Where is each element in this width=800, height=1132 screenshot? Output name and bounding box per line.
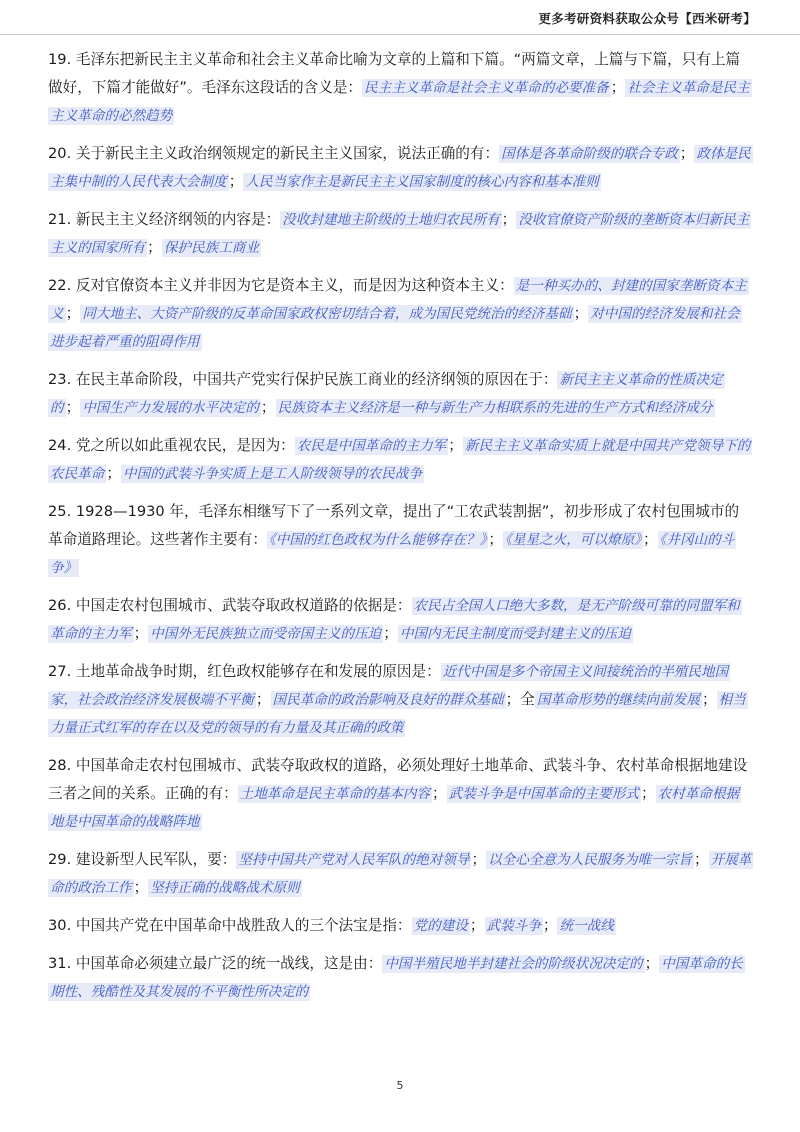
answer-text: 国革命形势的继续向前发展 — [536, 692, 700, 708]
separator: ； — [260, 399, 276, 416]
separator: ； — [471, 851, 487, 868]
page-number: 5 — [396, 1079, 404, 1092]
answer-text: 同大地主、大资产阶级的反革命国家政权密切结合着，成为国民党统治的经济基础 — [82, 306, 572, 322]
question-text: 19. 毛泽东把新民主主义革命和社会主义革命比喻为文章的上篇和下篇。“两篇文章，上篇与下篇，只有上篇做好，下篇才能做好”。毛泽东这段话的含义是： — [48, 51, 741, 96]
separator: ； — [488, 531, 504, 548]
question-text: 31. 中国革命必须建立最广泛的统一战线，这是由： — [48, 955, 383, 972]
answer-text: 中国半殖民地半封建社会的阶级状况决定的 — [384, 956, 643, 972]
question-item — [48, 950, 752, 1006]
answer-text: 中国的武装斗争实质上是工人阶级领导的农民战争 — [122, 466, 423, 482]
separator: ；全 — [505, 691, 535, 708]
answer-text: 坚持中国共产党对人民军队的绝对领导 — [238, 852, 470, 868]
question-item — [48, 366, 752, 422]
question-item — [48, 206, 752, 262]
answer-text: 武装斗争是中国革命的主要形式 — [448, 786, 639, 802]
question-text: 23. 在民主革命阶段，中国共产党实行保护民族工商业的经济纲领的原因在于： — [48, 371, 558, 388]
question-item — [48, 140, 752, 196]
answer-text: 新民主主义革命实质上就是中国共产党领导下的农民革命 — [50, 438, 751, 482]
question-item — [48, 498, 752, 582]
answer-text: 农民占全国人口绝大多数，是无产阶级可靠的同盟军和革命的主力军 — [50, 598, 740, 642]
answer-text: 《井冈山的斗争》 — [50, 532, 735, 576]
separator: ； — [542, 917, 558, 934]
question-item — [48, 912, 752, 940]
separator: ； — [701, 691, 717, 708]
answer-text: 新民主主义革命的性质决定的 — [50, 372, 723, 416]
separator: ； — [432, 785, 447, 802]
question-item — [48, 846, 752, 902]
question-text: 25. 1928—1930 年，毛泽东相继写下了一系列文章，提出了“工农武装割据”，初步形成了农村包围城市的革命道路理论。这些著作主要有： — [48, 503, 740, 548]
answer-text: 国体是各革命阶级的联合专政 — [501, 146, 678, 162]
answer-text: 国民革命的政治影响及良好的群众基础 — [272, 692, 504, 708]
answer-text: 社会主义革命是民主主义革命的必然趋势 — [50, 80, 750, 124]
question-text: 28. 中国革命走农村包围城市、武装夺取政权的道路，必须处理好土地革命、武装斗争、农村革命根据地建设三者之间的关系。正确的有： — [48, 757, 748, 802]
question-text: 29. 建设新型人民军队，要： — [48, 851, 237, 868]
answer-text: 武装斗争 — [486, 918, 541, 934]
answer-text: 农村革命根据地是中国革命的战略阵地 — [50, 786, 740, 830]
question-item — [48, 272, 752, 356]
answer-text: 中国革命的长期性、残酷性及其发展的不平衡性所决定的 — [50, 956, 743, 1000]
answer-text: 统一战线 — [559, 918, 614, 934]
answer-text: 民主主义革命是社会主义革命的必要准备 — [364, 80, 609, 96]
page-header — [0, 0, 800, 35]
question-text: 22. 反对官僚资本主义并非因为它是资本主义，而是因为这种资本主义： — [48, 277, 514, 294]
answer-text: 开展革命的政治工作 — [50, 852, 752, 896]
question-item — [48, 432, 752, 488]
question-item — [48, 752, 752, 836]
answer-text: 中国外无民族独立而受帝国主义的压迫 — [150, 626, 382, 642]
separator: ； — [679, 145, 695, 162]
answer-text: 是一种买办的、封建的国家垄断资本主义 — [50, 278, 747, 322]
separator: ； — [255, 691, 271, 708]
answer-text: 农民是中国革命的主力军 — [296, 438, 447, 454]
answer-text: 近代中国是多个帝国主义间接统治的半殖民地国家，社会政治经济发展极端不平衡 — [50, 664, 729, 708]
separator: ； — [640, 785, 656, 802]
question-text: 24. 党之所以如此重视农民，是因为： — [48, 437, 295, 454]
question-item — [48, 46, 752, 130]
separator: ； — [469, 917, 485, 934]
separator: ； — [642, 531, 658, 548]
answer-text: 坚持正确的战略战术原则 — [150, 880, 300, 896]
separator: ； — [228, 173, 244, 190]
question-text: 30. 中国共产党在中国革命中战胜敌人的三个法宝是指： — [48, 917, 412, 934]
answer-text: 没收封建地主阶级的土地归农民所有 — [282, 212, 500, 228]
separator: ； — [644, 955, 660, 972]
separator: ； — [65, 399, 81, 416]
separator: ； — [133, 625, 149, 642]
question-text: 20. 关于新民主主义政治纲领规定的新民主主义国家，说法正确的有： — [48, 145, 500, 162]
header-promo-text: 更多考研资料获取公众号【西米研考】 — [538, 11, 756, 26]
separator: ； — [147, 239, 162, 256]
separator: ； — [65, 305, 81, 322]
question-text: 27. 土地革命战争时期，红色政权能够存在和发展的原因是： — [48, 663, 441, 680]
answer-text: 《中国的红色政权为什么能够存在？》 — [268, 532, 487, 548]
answer-text: 没收官僚资产阶级的垄断资本归新民主主义的国家所有 — [50, 212, 750, 256]
separator: ； — [106, 465, 121, 482]
answer-text: 以全心全意为人民服务为唯一宗旨 — [488, 852, 692, 868]
separator: ； — [573, 305, 589, 322]
answer-text: 民族资本主义经济是一种与新生产力相联系的先进的生产方式和经济成分 — [277, 400, 713, 416]
separator: ； — [501, 211, 517, 228]
answer-text: 人民当家作主是新民主主义国家制度的核心内容和基本准则 — [245, 174, 599, 190]
question-text: 26. 中国走农村包围城市、武装夺取政权道路的依据是： — [48, 597, 412, 614]
separator: ； — [133, 879, 149, 896]
question-list — [48, 46, 752, 1016]
answer-text: 政体是民主集中制的人民代表大会制度 — [50, 146, 751, 190]
answer-text: 党的建设 — [413, 918, 468, 934]
question-item — [48, 592, 752, 648]
question-item — [48, 658, 752, 742]
separator: ； — [448, 437, 463, 454]
answer-text: 相当力量正式红军的存在以及党的领导的有力量及其正确的政策 — [50, 692, 746, 736]
answer-text: 中国内无民主制度而受封建主义的压迫 — [399, 626, 631, 642]
separator: ； — [694, 851, 709, 868]
separator: ； — [610, 79, 626, 96]
answer-text: 中国生产力发展的水平决定的 — [82, 400, 259, 416]
answer-text: 对中国的经济发展和社会进步起着严重的阻碍作用 — [50, 306, 740, 350]
question-text: 21. 新民主主义经济纲领的内容是： — [48, 211, 281, 228]
answer-text: 保护民族工商业 — [163, 240, 259, 256]
answer-text: 《星星之火，可以燎原》 — [505, 532, 641, 548]
separator: ； — [383, 625, 398, 642]
answer-text: 土地革命是民主革命的基本内容 — [239, 786, 431, 802]
